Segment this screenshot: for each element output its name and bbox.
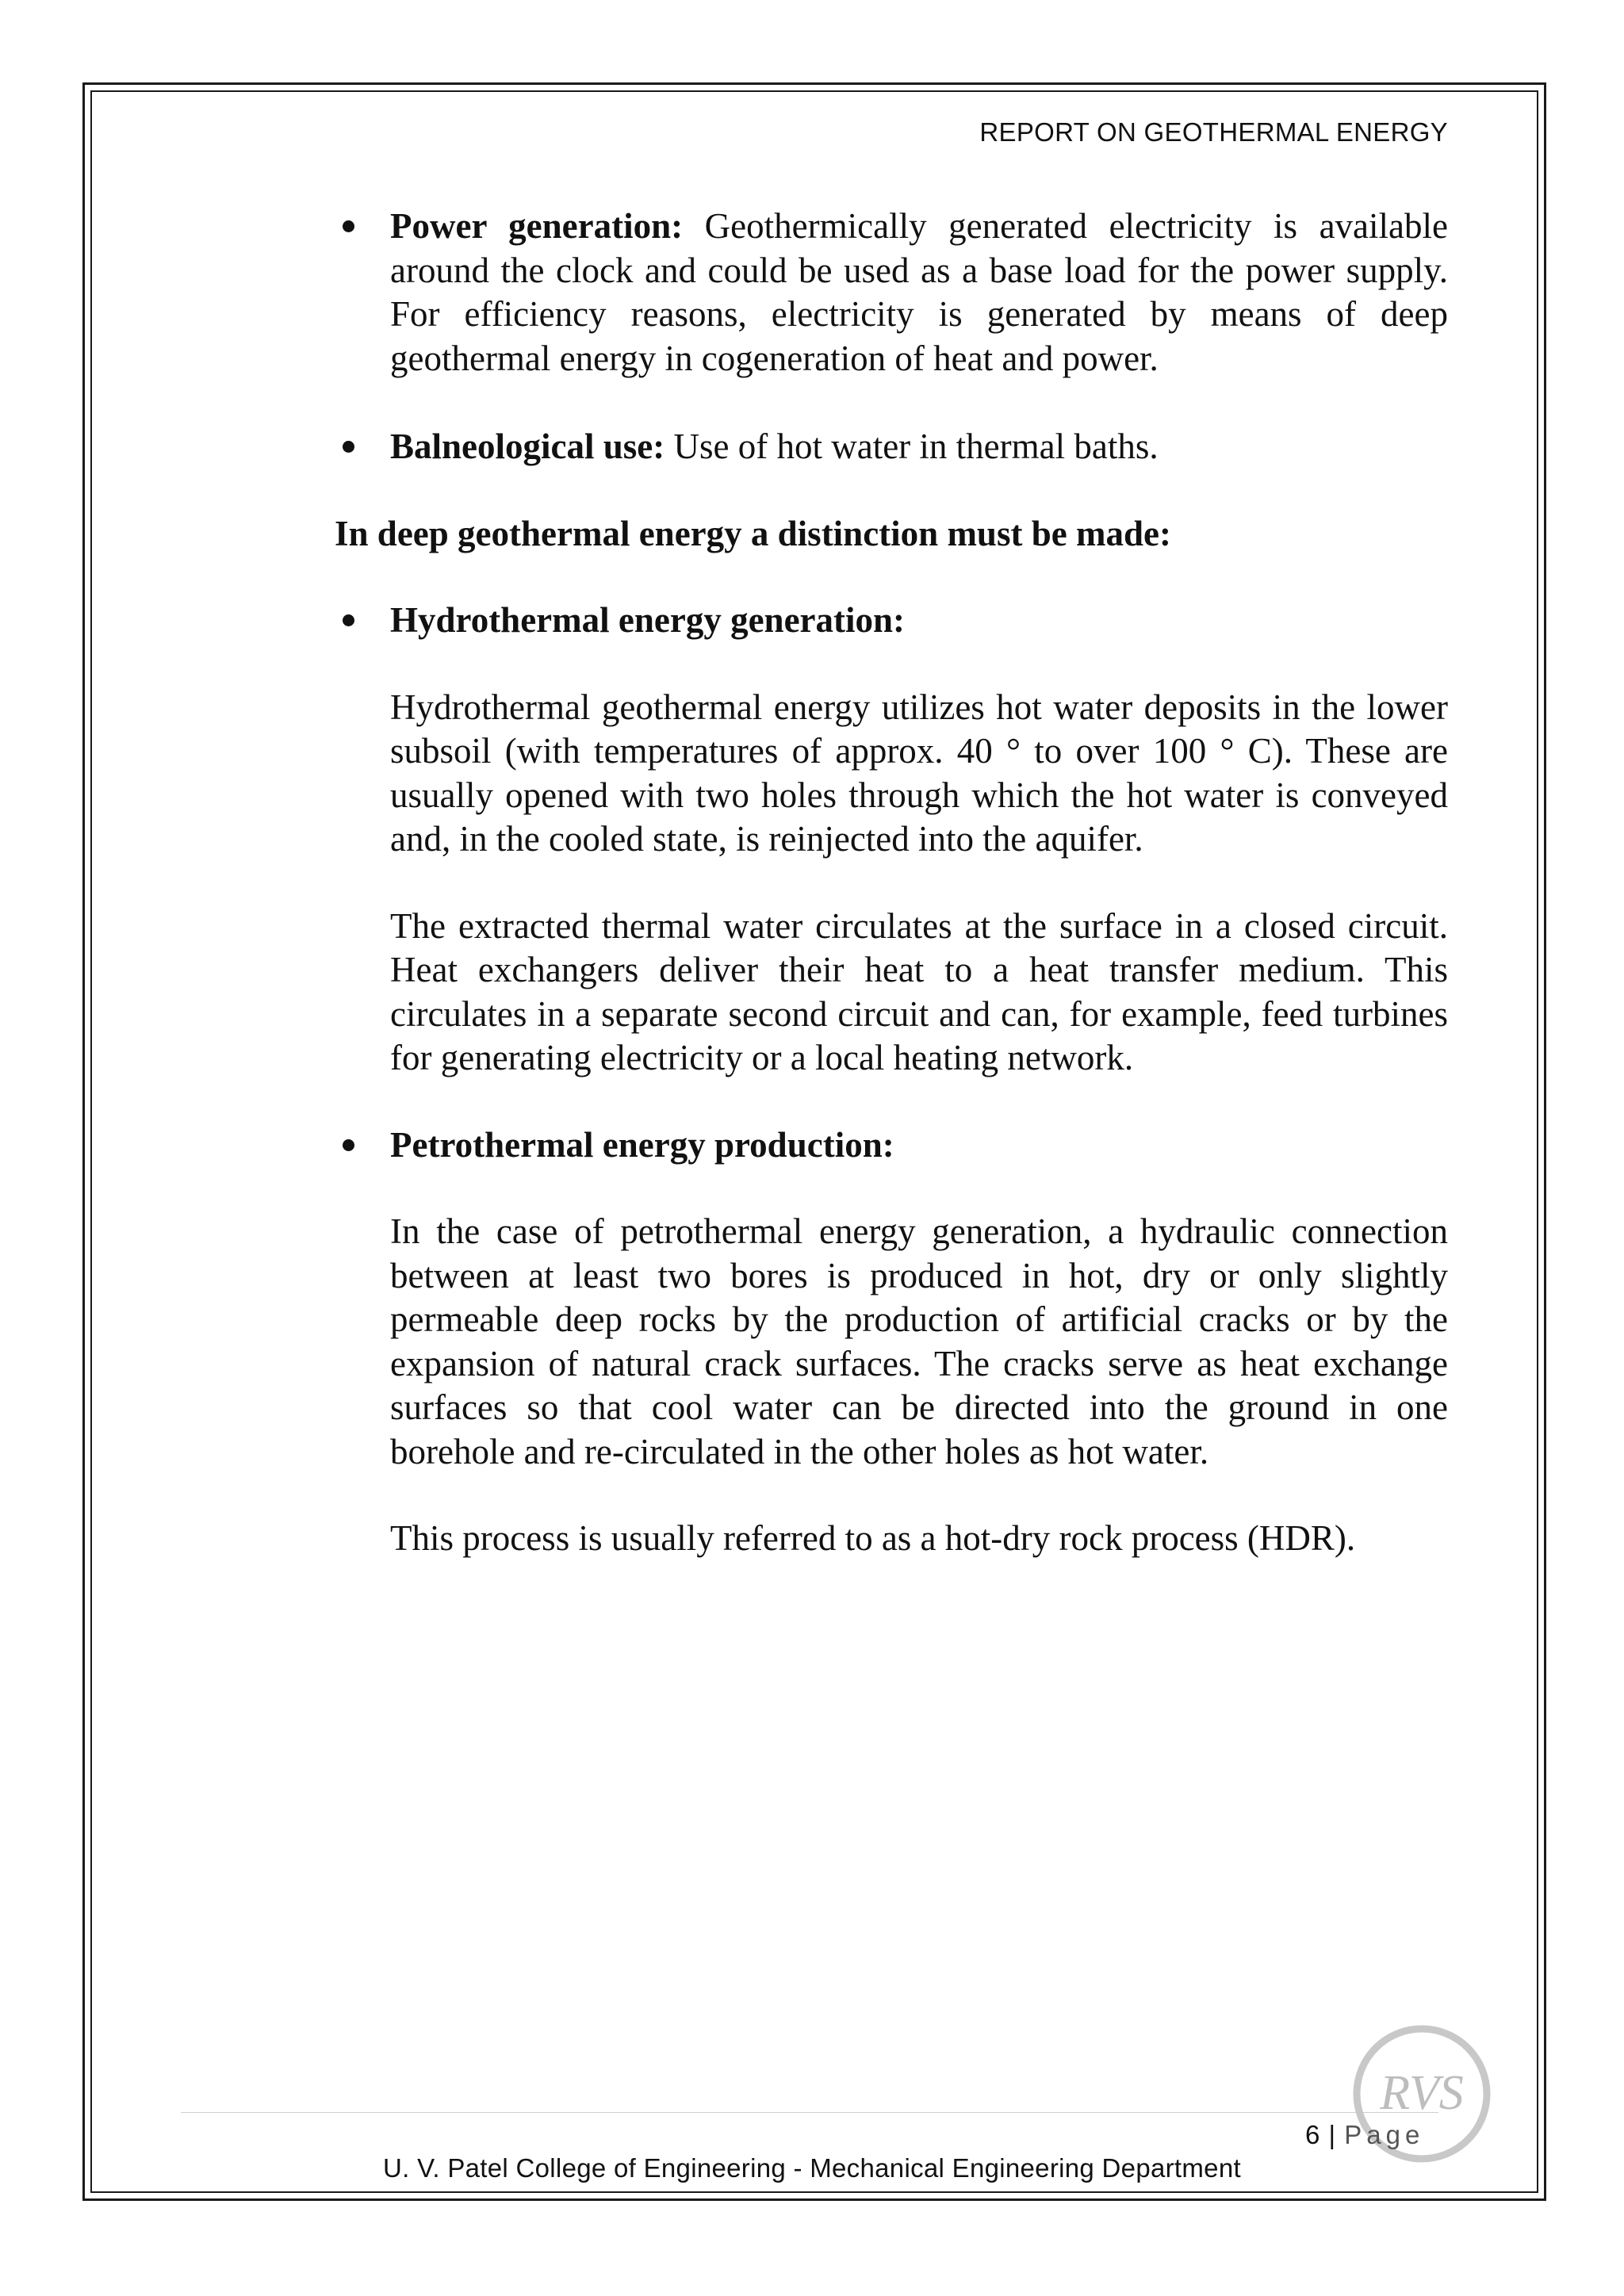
petrothermal-heading: Petrothermal energy production: bbox=[390, 1124, 894, 1165]
bullet-balneological-use bbox=[333, 425, 1448, 469]
bullet-icon bbox=[343, 1139, 354, 1151]
footer-rule bbox=[181, 2112, 1438, 2113]
page-separator: | bbox=[1320, 2120, 1345, 2149]
bullet-icon bbox=[343, 441, 354, 453]
hydrothermal-paragraph-1: Hydrothermal geothermal energy utilizes hot water deposits in the lower subsoil (with temperatures of approx. 40 ° to over 100 ° C). These are usually opened with two holes through which the hot water is conveyed and, in the cooled state, is reinjected into the aquifer. bbox=[390, 687, 1448, 859]
hydrothermal-paragraph-2: The extracted thermal water circulates at the surface in a closed circuit. Heat exchangers deliver their heat to a heat transfer medium. This circulates in a separate second circuit and can, for example, feed turbines for generating electricity or a local heating network. bbox=[390, 905, 1448, 1077]
bullet-petrothermal bbox=[333, 1123, 1448, 1168]
petrothermal-paragraph-2: This process is usually referred to as a hot-dry rock process (HDR). bbox=[390, 1518, 1356, 1558]
main-content bbox=[333, 205, 1448, 1561]
page-number-value: 6 bbox=[1305, 2120, 1321, 2149]
balneological-label: Balneological use: bbox=[390, 427, 665, 466]
page-number bbox=[1305, 2120, 1424, 2150]
bullet-icon bbox=[343, 614, 354, 626]
bullet-icon bbox=[343, 220, 354, 232]
bullet-power-generation bbox=[333, 205, 1448, 381]
balneological-text: Use of hot water in thermal baths. bbox=[665, 427, 1159, 466]
report-header: REPORT ON GEOTHERMAL ENERGY bbox=[979, 117, 1448, 147]
power-generation-label: Power generation: bbox=[390, 206, 684, 246]
bullet-hydrothermal bbox=[333, 599, 1448, 643]
hydrothermal-heading: Hydrothermal energy generation: bbox=[390, 600, 906, 640]
college-footer: U. V. Patel College of Engineering - Mechanical Engineering Department bbox=[383, 2153, 1241, 2183]
petrothermal-paragraph-1: In the case of petrothermal energy generation, a hydraulic connection between at least two bores is produced in hot, dry or only slightly permeable deep rocks by the production of artificial cracks or by the expansion of natural crack surfaces. The cracks serve as heat exchange surfaces so that cool water can be directed into the ground in one borehole and re-circulated in the other holes as hot water. bbox=[390, 1211, 1448, 1471]
page-label: Page bbox=[1344, 2120, 1425, 2149]
deep-geothermal-heading: In deep geothermal energy a distinction must be made: bbox=[335, 513, 1171, 553]
seal-text: RVS bbox=[1380, 2066, 1464, 2120]
power-generation-text: Geothermically generated electricity is available around the clock and could be used as a base load for the power supply. For efficiency reasons, electricity is generated by means of deep geothermal energy in cogeneration of heat and power. bbox=[390, 206, 1448, 378]
